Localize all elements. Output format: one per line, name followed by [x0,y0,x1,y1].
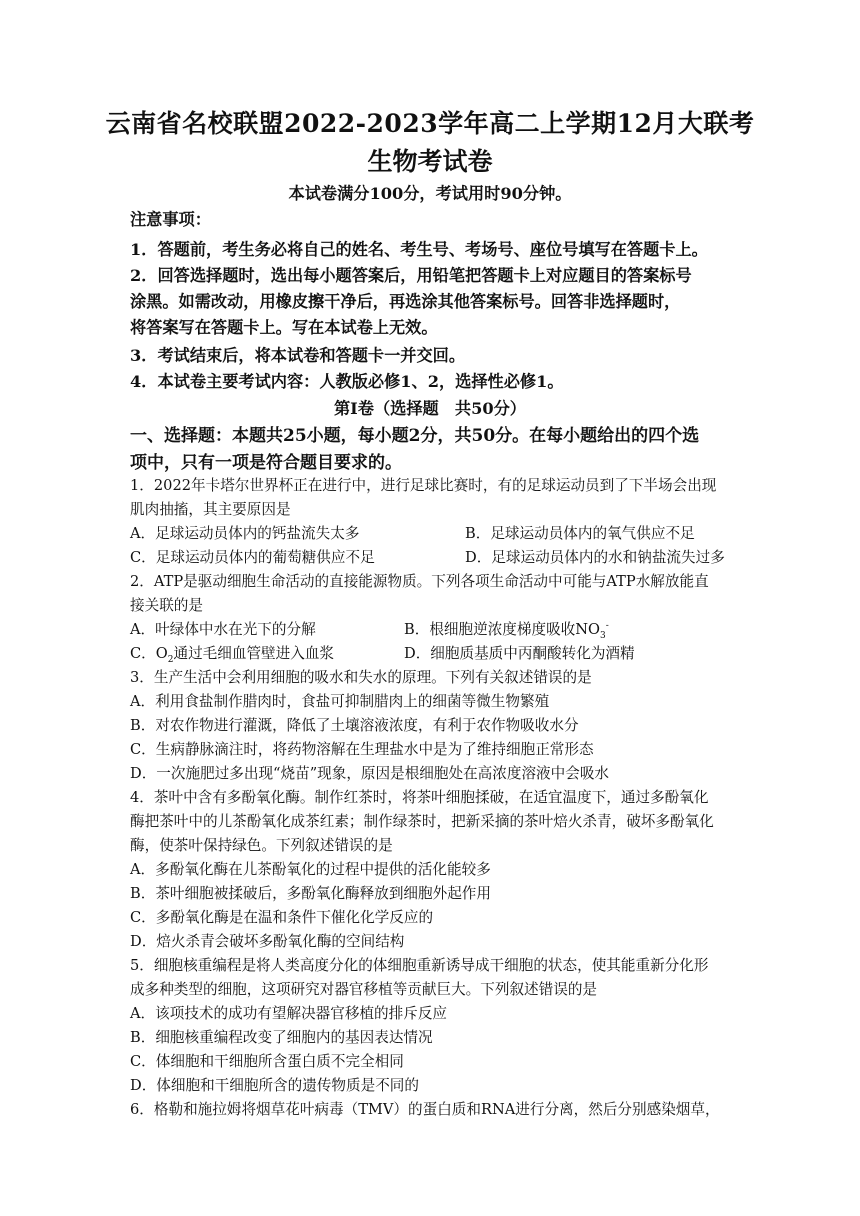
q5-stem-line-2: 成多种类型的细胞，这项研究对器官移植等贡献巨大。下列叙述错误的是 [130,981,598,998]
q4-option-c: C．多酚氧化酶是在温和条件下催化化学反应的 [130,909,434,926]
section-intro-line-1: 一、选择题：本题共25小题，每小题2分，共50分。在每小题给出的四个选 [130,426,700,446]
notice-item-2-line-2: 涂黑。如需改动，用橡皮擦干净后，再选涂其他答案标号。回答非选择题时， [130,292,681,311]
exam-subject-title: 生物考试卷 [367,147,493,176]
q2-option-b-text: B．根细胞逆浓度梯度吸收NO [404,621,600,638]
q4-stem-line-1: 4．茶叶中含有多酚氧化酶。制作红茶时，将茶叶细胞揉破，在适宜温度下，通过多酚氧化 [130,789,709,806]
q3-option-d: D．一次施肥过多出现“烧苗”现象，原因是根细胞处在高浓度溶液中会吸水 [130,765,610,782]
q1-option-c: C．足球运动员体内的葡萄糖供应不足 [130,549,375,566]
q5-option-b: B．细胞核重编程改变了细胞内的基因表达情况 [130,1029,433,1046]
q4-stem-line-3: 酶，使茶叶保持绿色。下列叙述错误的是 [130,837,393,854]
q1-option-b: B．足球运动员体内的氧气供应不足 [465,525,695,542]
q2-option-b-superscript: - [605,621,609,632]
q3-option-b: B．对农作物进行灌溉，降低了土壤溶液浓度，有利于农作物吸收水分 [130,717,579,734]
q2-option-c-subscript: 2 [167,654,174,665]
q2-option-c [130,642,334,665]
q3-stem: 3．生产生活中会利用细胞的吸水和失水的原理。下列有关叙述错误的是 [130,669,592,686]
q5-option-d: D．体细胞和干细胞所含的遗传物质是不同的 [130,1077,419,1094]
q1-option-d: D．足球运动员体内的水和钠盐流失过多 [465,549,725,566]
q5-stem-line-1: 5．细胞核重编程是将人类高度分化的体细胞重新诱导成干细胞的状态，使其能重新分化形 [130,957,709,974]
q4-option-b: B．茶叶细胞被揉破后，多酚氧化酶释放到细胞外起作用 [130,885,491,902]
exam-info: 本试卷满分100分，考试用时90分钟。 [288,184,572,203]
notice-item-4: 4．本试卷主要考试内容：人教版必修1、2，选择性必修1。 [130,372,564,391]
section-title: 第Ⅰ卷（选择题 共50分） [334,399,526,418]
section-intro-line-2: 项中，只有一项是符合题目要求的。 [130,453,402,473]
q2-stem-line-1: 2．ATP是驱动细胞生命活动的直接能源物质。下列各项生命活动中可能与ATP水解放能直 [130,573,709,590]
q2-option-a: A．叶绿体中水在光下的分解 [130,621,316,638]
q3-option-a: A．利用食盐制作腊肉时，食盐可抑制腊肉上的细菌等微生物繁殖 [130,693,550,710]
q6-stem-line-1: 6．格勒和施拉姆将烟草花叶病毒（TMV）的蛋白质和RNA进行分离，然后分别感染烟草， [130,1101,720,1118]
q2-option-d: D．细胞质基质中丙酮酸转化为酒精 [404,645,635,662]
q4-option-a: A．多酚氧化酶在儿茶酚氧化的过程中提供的活化能较多 [130,861,491,878]
notice-item-2-line-1: 2．回答选择题时，选出每小题答案后，用铅笔把答题卡上对应题目的答案标号 [130,266,692,285]
q2-option-c-text: 通过毛细血管壁进入血浆 [173,645,335,662]
q2-option-b [404,618,609,641]
q2-option-c-prefix: C．O [130,645,168,662]
notice-item-3: 3．考试结束后，将本试卷和答题卡一并交回。 [130,346,466,365]
q3-option-c: C．生病静脉滴注时，将药物溶解在生理盐水中是为了维持细胞正常形态 [130,741,594,758]
q1-stem-line-1: 1．2022年卡塔尔世界杯正在进行中，进行足球比赛时，有的足球运动员到了下半场会出现 [130,477,717,494]
q1-option-a: A．足球运动员体内的钙盐流失太多 [130,525,360,542]
q5-option-a: A．该项技术的成功有望解决器官移植的排斥反应 [130,1005,448,1022]
exam-title: 云南省名校联盟2022-2023学年高二上学期12月大联考 [105,109,755,138]
notice-heading: 注意事项： [130,210,211,229]
q4-stem-line-2: 酶把茶叶中的儿茶酚氧化成茶红素；制作绿茶时，把新采摘的茶叶焙火杀青，破坏多酚氧化 [130,813,714,830]
q4-option-d: D．焙火杀青会破坏多酚氧化酶的空间结构 [130,933,405,950]
notice-item-2-line-3: 将答案写在答题卡上。写在本试卷上无效。 [130,318,438,337]
q5-option-c: C．体细胞和干细胞所含蛋白质不完全相同 [130,1053,404,1070]
notice-item-1: 1．答题前，考生务必将自己的姓名、考生号、考场号、座位号填写在答题卡上。 [130,240,708,259]
q2-option-b-subscript: 3 [600,630,606,641]
q2-stem-line-2: 接关联的是 [130,597,203,614]
q1-stem-line-2: 肌肉抽搐，其主要原因是 [130,501,291,518]
